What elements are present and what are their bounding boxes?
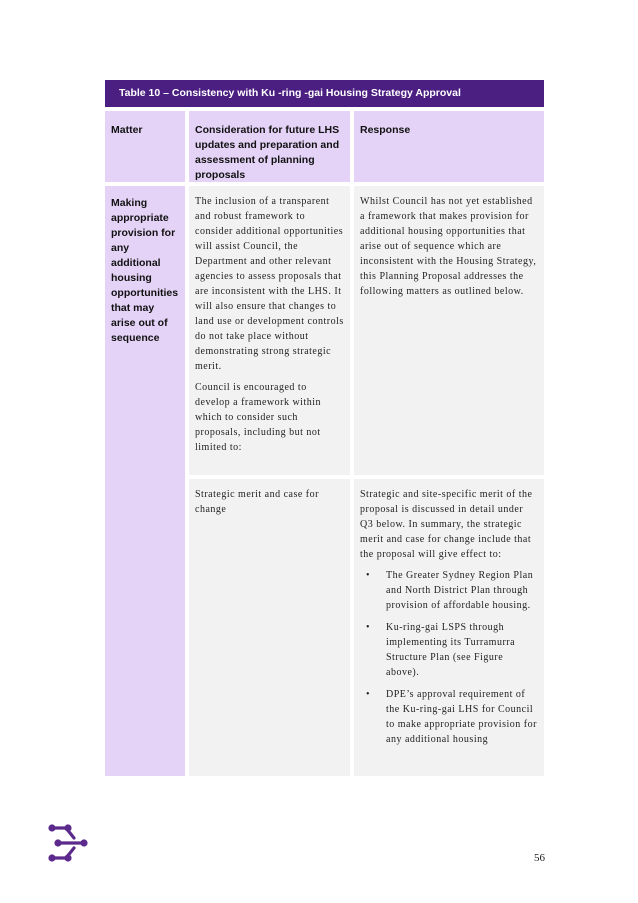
bullet-icon: • [366,570,371,581]
row1-response-text: Whilst Council has not yet established a framework that makes provision for additional housing opportunities that arise out of sequence which are inconsistent with the Housing Strategy, this Planning Proposal addresses the following matters as outlined below. [360,196,537,297]
row1-consideration-para1: The inclusion of a transparent and robust framework to consider additional opportunities will assist Council, the Department and other relevant agencies to assess proposals that are inconsistent with the LHS. It will also ensure that changes to land use or development controls do not take place without demonstrating strong strategic merit. [195,196,344,372]
row2-response-cell [354,479,544,776]
bullet-icon: • [366,622,371,633]
row2-consideration-cell [189,479,350,776]
table-title: Table 10 – Consistency with Ku -ring -gai Housing Strategy Approval [105,80,544,107]
matter-cell [105,186,185,776]
row1-response-cell [354,186,544,475]
row1-consideration-cell [189,186,350,475]
header-consideration-label: Consideration for future LHS updates and preparation and assessment of planning proposals [195,124,340,181]
list-item: • Ku-ring-gai LSPS through implementing its Turramurra Structure Plan (see Figure above). [366,622,516,678]
row2-consideration-text: Strategic merit and case for change [195,489,319,515]
list-item: • The Greater Sydney Region Plan and North District Plan through provision of affordable housing. [366,570,534,611]
header-matter [105,111,185,182]
row2-response-intro: Strategic and site-specific merit of the proposal is discussed in detail under Q3 below. In summary, the strategic merit and case for change include that the proposal will give effect to: [360,489,533,560]
header-response-label: Response [360,124,411,136]
page-number: 56 [534,852,545,864]
bullet-icon: • [366,689,371,700]
header-matter-label: Matter [111,124,143,136]
row2-response-bullets [360,568,538,747]
logo-icon [46,822,90,864]
matter-text: Making appropriate provision for any additional housing opportunities that may arise out of sequence [111,197,179,344]
list-item: • DPE’s approval requirement of the Ku-ring-gai LHS for Council to make appropriate provision for any additional housing [366,689,537,745]
row1-consideration-para2: Council is encouraged to develop a framework within which to consider such proposals, including but not limited to: [195,382,322,453]
header-consideration [189,111,350,182]
header-response [354,111,544,182]
